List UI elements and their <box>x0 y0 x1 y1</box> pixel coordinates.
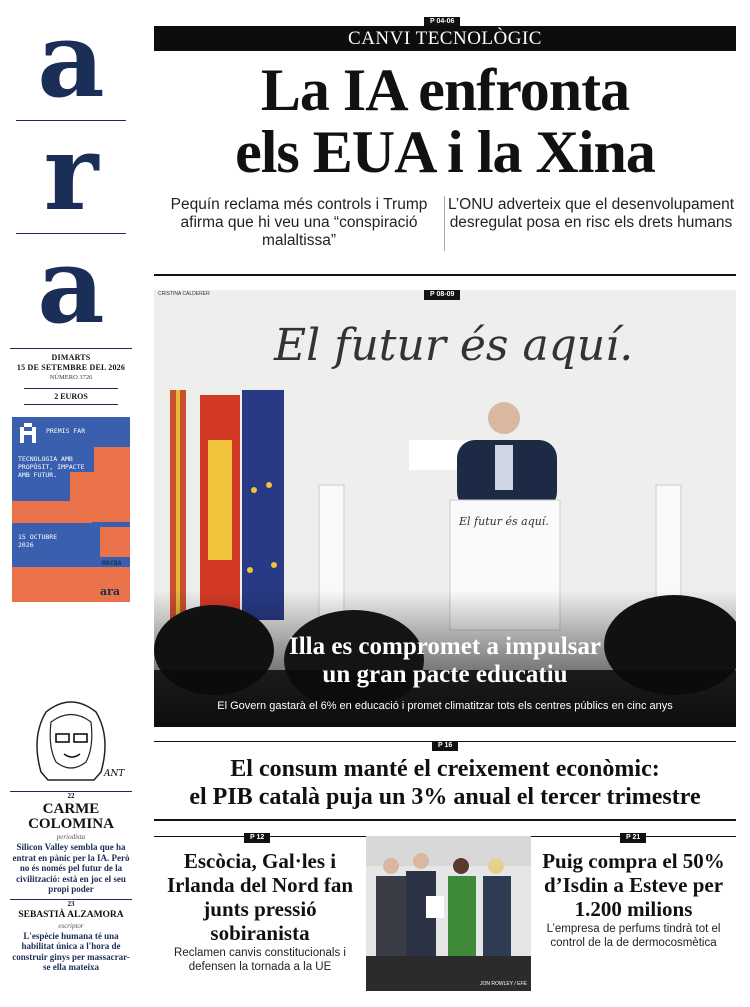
dateline-number: NÚMERO 3726 <box>49 374 93 381</box>
logo-letter-r: r <box>43 111 99 234</box>
columnist-quote[interactable]: Silicon Valley sembla que ha entrat en pànic per la IA. Però no és només pel futur de la civilització: està en joc el seu propi poder <box>12 842 130 894</box>
subhead-left: Pequín reclama més controls i Trump afirma que hi veu una “conspiració malaltissa” <box>170 196 428 249</box>
columnist-caricature-icon <box>16 692 126 782</box>
story-headline: Escòcia, Gal·les i Irlanda del Nord fan junts pressió sobiranista <box>166 849 354 945</box>
page-badge: P 21 <box>620 833 646 843</box>
dateline <box>10 348 132 382</box>
page-badge: P 04-06 <box>424 17 460 27</box>
photo-credit: CRISTINA CALDERER <box>158 291 210 297</box>
masthead-logo[interactable] <box>10 0 132 347</box>
headline-line: Illa es compromet a impulsar <box>288 633 601 660</box>
promo-brand: ara <box>100 585 121 598</box>
podium-text: El futur és aquí. <box>459 515 549 528</box>
promo-block <box>70 472 130 522</box>
columnist-role: escriptor <box>58 921 84 930</box>
columnist-page: 23 <box>10 899 132 908</box>
columnist-quote[interactable]: L'espècie humana té una habilitat única a l'hora de construir ginys per massacrar-se ella mateixa <box>12 930 130 972</box>
leaders-photo[interactable] <box>366 836 531 991</box>
headline-line: La IA enfronta <box>260 57 630 123</box>
dateline-day: DIMARTS <box>51 353 91 362</box>
dateline-date: 15 DE SETEMBRE DEL 2026 <box>16 363 126 372</box>
scotland-story[interactable] <box>154 836 366 991</box>
puig-story[interactable] <box>531 836 736 991</box>
promo-date: 15 OCTUBRE 2026 <box>18 533 58 549</box>
handwriting-text: El futur és aquí. <box>274 320 634 371</box>
promo-ad[interactable] <box>12 417 130 602</box>
top-story[interactable] <box>154 26 736 276</box>
page-badge: P 08-09 <box>424 290 460 300</box>
headline-line: els EUA i la Xina <box>235 119 655 185</box>
leaders-photo-image <box>366 836 531 991</box>
lead-photo[interactable] <box>154 290 736 727</box>
promo-logo-icon <box>18 423 42 445</box>
headline-line: el PIB català puja un 3% anual el tercer trimestre <box>189 784 701 810</box>
story-subhead: Reclamen canvis constitucionals i defensen la tornada a la UE <box>174 947 346 973</box>
page-badge: P 16 <box>432 741 458 751</box>
svg-text:ANT: ANT <box>104 769 125 779</box>
promo-tagline: TECNOLOGIA AMB PROPÒSIT, IMPACTE AMB FUTUR. <box>18 455 85 479</box>
promo-block <box>100 527 130 557</box>
story-headline <box>154 755 736 811</box>
subhead-right: L’ONU adverteix que el desenvolupament desregulat posa en risc els drets humans <box>447 196 735 231</box>
main-headline[interactable] <box>154 59 736 183</box>
price: 2 EUROS <box>24 388 118 405</box>
page-badge: P 12 <box>244 833 270 843</box>
story-kicker: CANVI TECNOLÒGIC <box>154 26 736 51</box>
columnist-name[interactable]: SEBASTIÀ ALZAMORA <box>18 909 124 920</box>
photo-credit: JON ROWLEY / EFE <box>480 981 527 987</box>
columnist-role: periodista <box>56 833 86 841</box>
story-headline: Puig compra el 50% d’Isdin a Esteve per 1.200 milions <box>542 849 725 921</box>
logo-letter-a2: a <box>37 224 105 347</box>
promo-venue: MACBA <box>102 559 122 567</box>
columnist-name[interactable]: CARME COLOMINA <box>28 801 114 832</box>
photo-subhead: El Govern gastarà el 6% en educació i promet climatitzar tots els centres públics en cinc anys <box>217 700 673 712</box>
columnist-page: 22 <box>10 791 132 800</box>
headline-line: El consum manté el creixement econòmic: <box>230 756 660 782</box>
divider <box>444 196 445 251</box>
economy-story[interactable] <box>154 741 736 821</box>
photo-headline[interactable] <box>154 633 736 689</box>
logo-letter-a: a <box>37 0 105 121</box>
promo-title: PREMIS FAR <box>46 427 86 435</box>
left-column <box>10 0 132 973</box>
story-subhead: L’empresa de perfums tindrà tot el control de la de dermocosmètica <box>546 923 721 949</box>
headline-line: un gran pacte educatiu <box>322 661 568 688</box>
